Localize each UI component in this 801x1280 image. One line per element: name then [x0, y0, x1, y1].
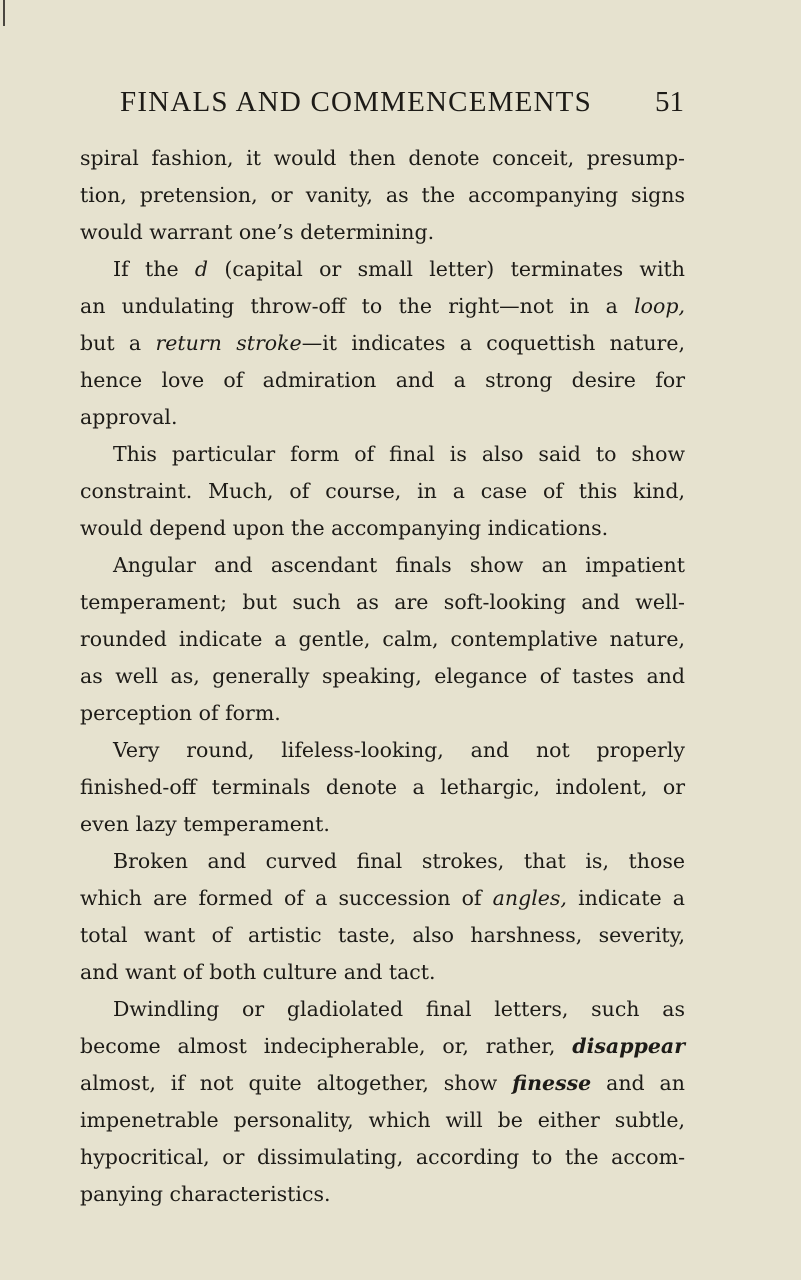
running-title: FINALS AND COMMENCEMENTS: [120, 86, 592, 118]
text-line: panying characteristics.: [80, 1182, 331, 1206]
text-line: approval.: [80, 405, 178, 429]
text-line: spiral fashion, it would then denote conceit, presump-: [80, 146, 685, 170]
italic-term: loop,: [634, 294, 685, 318]
text-fragment: but a: [80, 331, 156, 355]
running-head: [120, 84, 684, 124]
text-line: Angular and ascendant finals show an impatient: [113, 553, 685, 577]
text-line: finished-off terminals denote a lethargic, indolent, or: [80, 775, 685, 799]
text-fragment: —it indicates a coquettish nature,: [301, 331, 685, 355]
text-line: hypocritical, or dissimulating, according to the accom-: [80, 1145, 685, 1169]
text-line: hence love of admiration and a strong desire for: [80, 368, 685, 392]
text-line: Very round, lifeless-looking, and not properly: [113, 738, 685, 762]
text-line: perception of form.: [80, 701, 281, 725]
text-line: Broken and curved final strokes, that is, those: [113, 849, 685, 873]
text-fragment: which are formed of a succession of: [80, 886, 493, 910]
text-line: temperament; but such as are soft-looking and well-: [80, 590, 685, 614]
text-fragment: an undulating throw-off to the right—not in a: [80, 294, 635, 318]
text-fragment: become almost indecipherable, or, rather,: [80, 1034, 573, 1058]
italic-term: return stroke: [155, 331, 302, 355]
text-line: [80, 325, 685, 362]
text-line: [80, 1065, 685, 1102]
italic-letter: d: [194, 257, 209, 281]
italic-term: finesse: [512, 1071, 592, 1095]
text-line: would depend upon the accompanying indications.: [80, 516, 609, 540]
italic-term: disappear: [572, 1034, 685, 1058]
text-line: Dwindling or gladiolated final letters, such as: [113, 997, 685, 1021]
text-line: as well as, generally speaking, elegance of tastes and: [80, 664, 685, 688]
text-line: [80, 251, 685, 288]
text-line: and want of both culture and tact.: [80, 960, 436, 984]
page-number: 51: [655, 86, 684, 118]
text-fragment: almost, if not quite altogether, show: [80, 1071, 513, 1095]
text-line: would warrant one’s determining.: [80, 220, 435, 244]
text-fragment: (capital or small letter) terminates with: [208, 257, 685, 281]
text-line: constraint. Much, of course, in a case of this kind,: [80, 479, 685, 503]
italic-term: angles,: [492, 886, 567, 910]
text-line: [80, 1028, 685, 1065]
text-line: [80, 288, 685, 325]
text-fragment: indicate a: [566, 886, 685, 910]
body-text: [80, 140, 685, 1213]
page-edge-mark: [3, 0, 5, 26]
text-line: even lazy temperament.: [80, 812, 330, 836]
text-line: This particular form of final is also said to show: [113, 442, 685, 466]
text-line: [80, 880, 685, 917]
text-fragment: and an: [591, 1071, 685, 1095]
text-line: total want of artistic taste, also harshness, severity,: [80, 923, 685, 947]
text-line: rounded indicate a gentle, calm, contemplative nature,: [80, 627, 685, 651]
text-line: impenetrable personality, which will be either subtle,: [80, 1108, 685, 1132]
text-fragment: If the: [113, 257, 195, 281]
text-line: tion, pretension, or vanity, as the accompanying signs: [80, 183, 685, 207]
